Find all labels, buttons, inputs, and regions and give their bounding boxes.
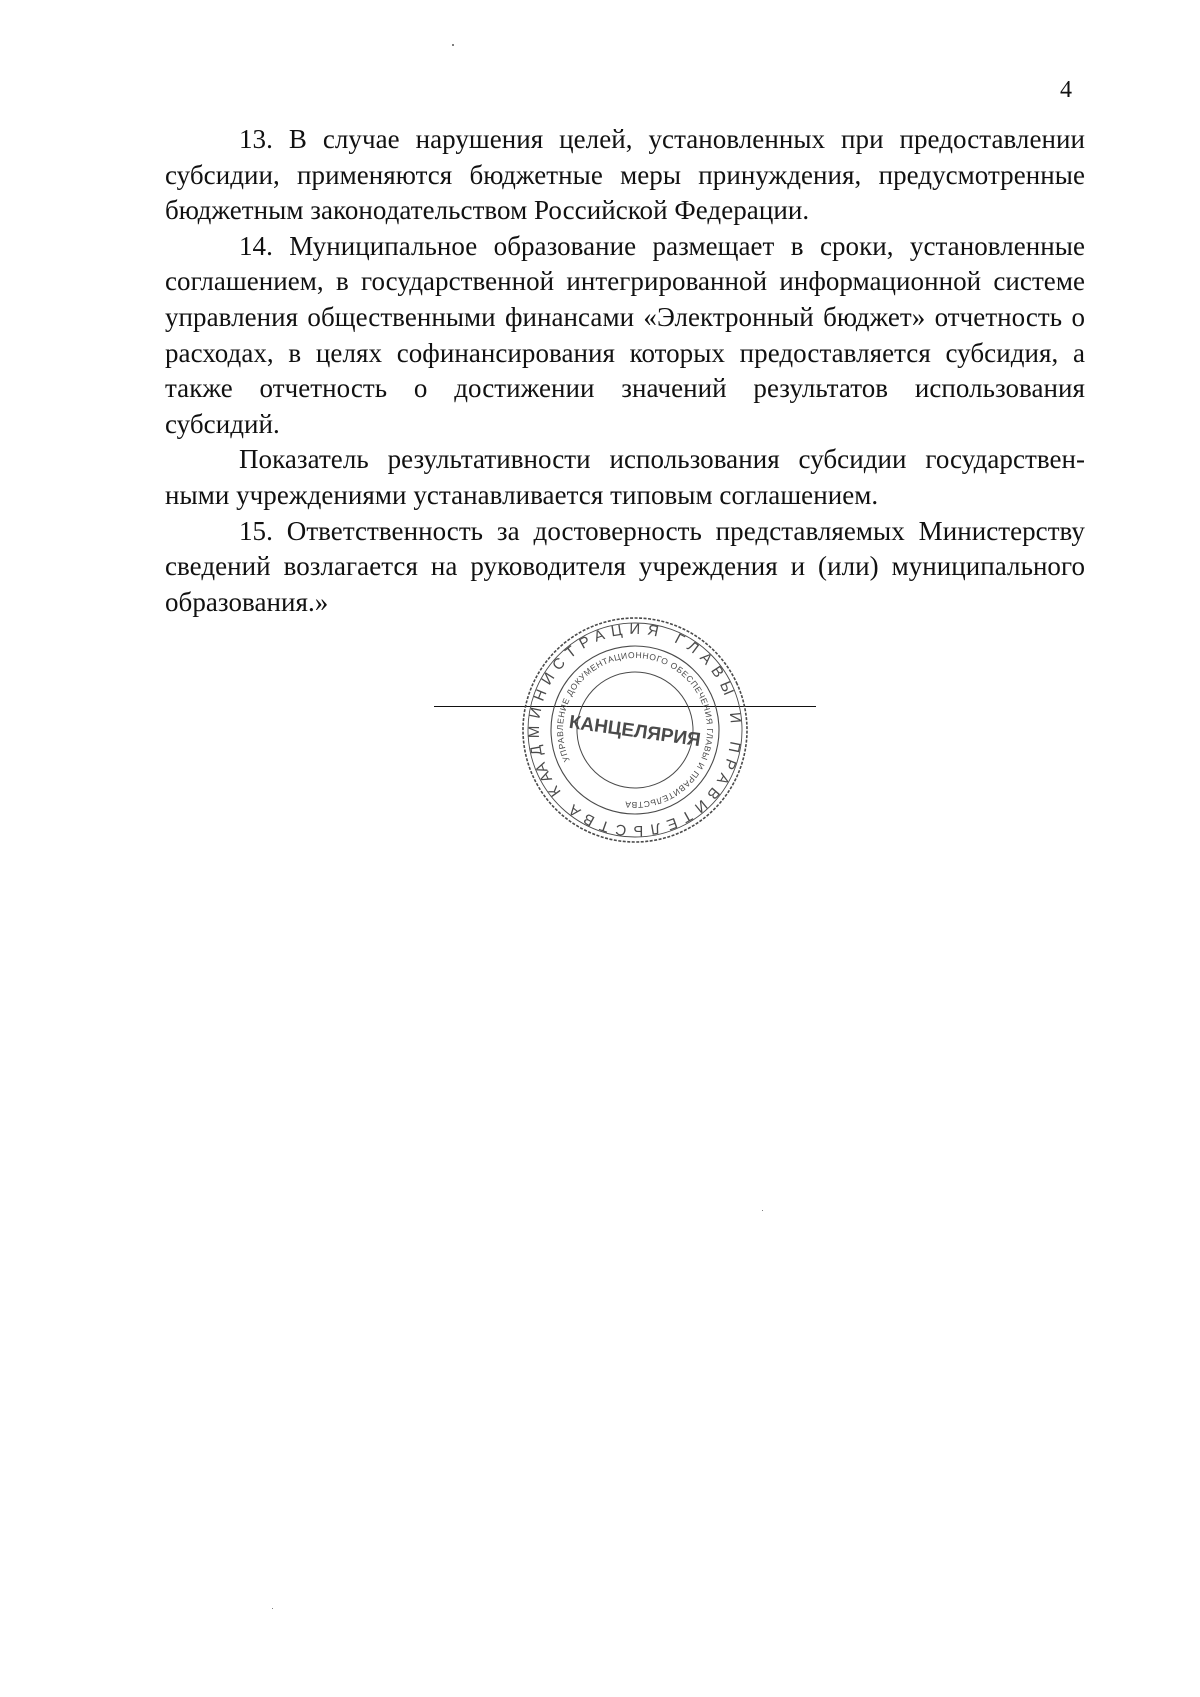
stamp-middle-text-path: УПРАВЛЕНИЕ ДОКУМЕНТАЦИОННОГО ОБЕСПЕЧЕНИЯ ГЛАВЫ И ПРАВИТЕЛЬСТВА: [554, 649, 716, 811]
stamp-center-text: КАНЦЕЛЯРИЯ: [567, 711, 702, 752]
paragraph-13: 13. В случае нарушения целей, установленных при предоставлении субсидии, применяются бюджетные меры принуждения, предусмотренные бюджетным законодательством Российской Федерации.: [165, 124, 1085, 226]
document-body: [165, 122, 1085, 620]
paragraph-indicator: Показатель результативности использования субсидии государственными учреждениями устанавливается типовым соглашением.: [165, 444, 1085, 510]
paragraph-14: 14. Муниципальное образование размещает в сроки, установленные соглашением, в государственной интегрированной информационной системе управления общественными финансами «Электронный бюджет» отчетность о расходах, в целях софинансирования которых предоставляется субсидия, а также отчетность о достижении значений результатов использования субсидий.: [165, 230, 1085, 439]
paragraph-15: 15. Ответственность за достоверность представляемых Министерству сведений возлагается на руководителя учреждения и (или) муниципального образования.»: [165, 515, 1085, 617]
official-seal-stamp: [515, 610, 755, 850]
page-number: 4: [1060, 77, 1072, 103]
stamp-outer-text-path: АДМИНИСТРАЦИЯ ГЛАВЫ И ПРАВИТЕЛЬСТВА КАРАЧАЕВО-ЧЕРКЕССКОЙ: [525, 620, 745, 840]
scan-speck: [762, 1210, 763, 1211]
scan-speck: [452, 44, 454, 46]
scan-speck: [272, 1608, 273, 1609]
